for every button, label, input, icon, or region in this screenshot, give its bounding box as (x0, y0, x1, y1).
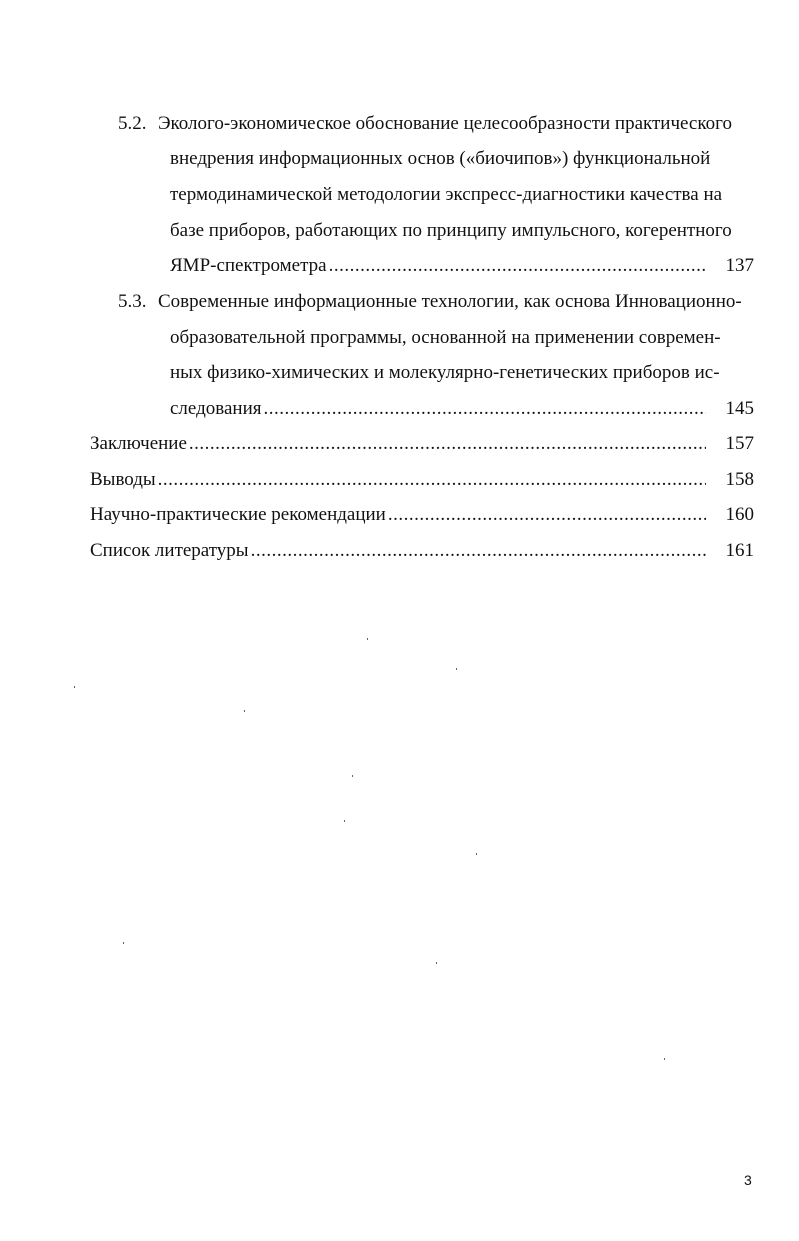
toc-entry-leader-line (90, 497, 710, 533)
toc-page-number: 161 (725, 540, 754, 561)
toc-entry-line: базе приборов, работающих по принципу импульсного, когерентного (170, 220, 732, 241)
page-number: 3 (744, 1172, 752, 1188)
toc-entry-line: ных физико-химических и молекулярно-генетических приборов ис- (170, 362, 720, 383)
toc-entry-line: Современные информационные технологии, как основа Инновационно- (158, 291, 742, 312)
toc-entry-number: 5.2. (118, 113, 147, 134)
scan-speck (456, 668, 457, 670)
toc-entry-title: Выводы (90, 469, 156, 490)
toc-entry-leader-line (90, 533, 710, 569)
scan-speck (352, 775, 353, 777)
scan-speck (664, 1058, 665, 1060)
toc-entry-leader-line (170, 391, 710, 427)
scan-speck (367, 638, 368, 640)
toc-page-number: 160 (725, 504, 754, 525)
leader-dots (251, 533, 706, 569)
scan-speck (244, 710, 245, 712)
toc-entry-line: следования (170, 398, 262, 419)
scan-speck (123, 942, 124, 944)
toc-entry-title: Заключение (90, 433, 187, 454)
scan-speck (74, 686, 75, 688)
toc-page-number: 137 (725, 255, 754, 276)
leader-dots (388, 497, 706, 533)
toc-entry-number: 5.3. (118, 291, 147, 312)
toc-entry-leader-line (90, 426, 710, 462)
leader-dots (264, 391, 707, 427)
leader-dots (189, 426, 706, 462)
toc-page-number: 157 (725, 433, 754, 454)
toc-entry-line: внедрения информационных основ («биочипов») функциональной (170, 148, 711, 169)
toc-entry-leader-line (90, 462, 710, 498)
toc-entry-line: термодинамической методологии экспресс-диагностики качества на (170, 184, 723, 205)
toc-page-number: 145 (725, 398, 754, 419)
toc-entry-leader-line (170, 248, 710, 284)
leader-dots (329, 248, 706, 284)
leader-dots (158, 462, 706, 498)
scan-speck (344, 820, 345, 822)
scan-speck (476, 853, 477, 855)
toc-page-number: 158 (725, 469, 754, 490)
toc-entry-line: Эколого-экономическое обоснование целесообразности практического (158, 113, 732, 134)
toc-entry-line: ЯМР-спектрометра (170, 255, 327, 276)
toc-entry-title: Научно-практические рекомендации (90, 504, 386, 525)
toc-entry-line: образовательной программы, основанной на применении современ- (170, 327, 721, 348)
toc-entry-title: Список литературы (90, 540, 249, 561)
scan-speck (436, 962, 437, 964)
